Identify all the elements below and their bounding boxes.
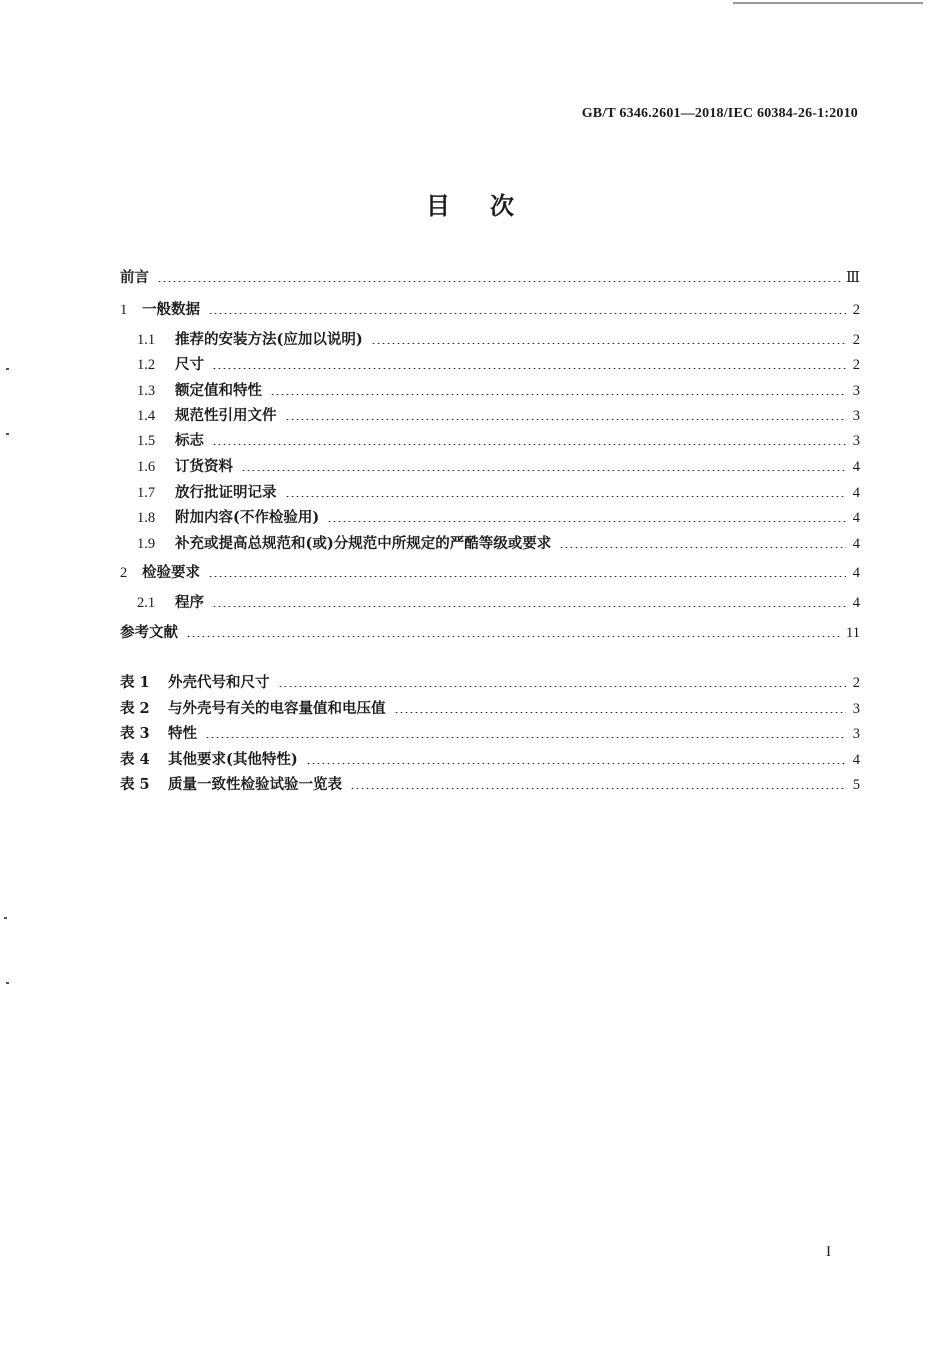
toc-item[interactable] (120, 353, 860, 373)
dot-leader (186, 623, 842, 638)
page-number: I (826, 1244, 831, 1260)
toc-section-number: 1.2 (137, 357, 156, 373)
scan-mark (6, 368, 9, 370)
table-title: 其他要求(其他特性) (168, 751, 298, 768)
dot-leader (285, 483, 847, 498)
dot-leader (241, 457, 846, 472)
table-list-item[interactable] (120, 722, 860, 742)
toc-page-number: 4 (852, 565, 860, 581)
toc-section-number: 1.6 (137, 459, 156, 475)
dot-leader (212, 355, 846, 370)
toc-item[interactable] (120, 506, 860, 526)
scan-mark (4, 917, 7, 919)
toc-page-number: 4 (852, 536, 860, 552)
toc-section-number: 1.5 (137, 433, 156, 449)
table-list-item[interactable] (120, 671, 860, 691)
table-title: 外壳代号和尺寸 (168, 674, 270, 691)
dot-leader (285, 406, 847, 421)
toc-page-number: 2 (852, 675, 860, 691)
table-title: 特性 (168, 725, 197, 742)
dot-leader (205, 724, 846, 739)
scan-mark (6, 433, 9, 435)
table-number: 表 3 (120, 725, 150, 742)
toc-section-number: 1.7 (137, 485, 156, 501)
toc-page-number: 4 (852, 752, 860, 768)
dot-leader (212, 431, 846, 446)
toc-section-title: 参考文献 (120, 624, 178, 641)
toc-section-title: 规范性引用文件 (175, 407, 277, 424)
toc-page-number: 2 (852, 332, 860, 348)
toc-page-number: Ⅲ (846, 270, 860, 286)
dot-leader (270, 381, 846, 396)
toc-section-number: 2.1 (137, 595, 156, 611)
dot-leader (394, 699, 847, 714)
toc-section-number: 1.3 (137, 383, 156, 399)
scan-mark (6, 982, 9, 984)
toc-section-title: 附加内容(不作检验用) (175, 509, 320, 526)
toc-item[interactable] (120, 455, 860, 475)
toc-section-title: 程序 (175, 594, 204, 611)
toc-item[interactable] (120, 561, 860, 581)
toc-item[interactable] (120, 298, 860, 318)
table-number: 表 2 (120, 700, 150, 717)
toc-section-title: 放行批证明记录 (175, 484, 277, 501)
toc-item[interactable] (120, 591, 860, 611)
table-number: 表 4 (120, 751, 150, 768)
toc-section-number: 1 (120, 302, 128, 318)
toc-item[interactable] (120, 379, 860, 399)
dot-leader (212, 593, 846, 608)
toc-page-number: 3 (852, 433, 860, 449)
toc-page-number: 3 (852, 408, 860, 424)
table-number: 表 5 (120, 776, 150, 793)
standard-code-header: GB/T 6346.2601—2018/IEC 60384-26-1:2010 (581, 106, 858, 121)
toc-page-number: 3 (852, 701, 860, 717)
scan-edge-line (733, 2, 923, 4)
toc-item[interactable] (120, 481, 860, 501)
toc-section-number: 1.8 (137, 510, 156, 526)
dot-leader (327, 508, 846, 523)
toc-page-number: 4 (852, 510, 860, 526)
table-list-item[interactable] (120, 748, 860, 768)
toc-page-number: 4 (852, 595, 860, 611)
toc-page-number: 4 (852, 459, 860, 475)
toc-item[interactable] (120, 621, 860, 641)
toc-section-title: 补充或提高总规范和(或)分规范中所规定的严酷等级或要求 (175, 535, 552, 552)
dot-leader (208, 300, 846, 315)
toc-section-title: 额定值和特性 (175, 382, 262, 399)
toc-page-number: 3 (852, 726, 860, 742)
toc-page-number: 2 (852, 357, 860, 373)
toc-page-number: 5 (852, 777, 860, 793)
dot-leader (278, 673, 847, 688)
toc-item[interactable] (120, 532, 860, 552)
toc-page-number: 2 (852, 302, 860, 318)
toc-section-number: 1.1 (137, 332, 156, 348)
toc-item[interactable] (120, 429, 860, 449)
toc-section-title: 检验要求 (142, 564, 200, 581)
table-title: 质量一致性检验试验一览表 (168, 776, 342, 793)
dot-leader (371, 330, 846, 345)
table-list-item[interactable] (120, 773, 860, 793)
dot-leader (350, 775, 846, 790)
table-title: 与外壳号有关的电容量值和电压值 (168, 700, 386, 717)
toc-section-title: 标志 (175, 432, 204, 449)
page-title: 目次 (426, 191, 554, 220)
dot-leader (157, 268, 842, 283)
toc-item[interactable] (120, 404, 860, 424)
dot-leader (306, 750, 846, 765)
toc-page-number: 11 (846, 625, 860, 641)
toc-item[interactable] (120, 328, 860, 348)
table-number: 表 1 (120, 674, 150, 691)
toc-section-title: 尺寸 (175, 356, 204, 373)
toc-section-title: 一般数据 (142, 301, 200, 318)
toc-section-title: 订货资料 (175, 458, 233, 475)
toc-section-number: 2 (120, 565, 128, 581)
table-list-item[interactable] (120, 697, 860, 717)
toc-page-number: 3 (852, 383, 860, 399)
toc-section-title: 前言 (120, 269, 149, 286)
toc-section-number: 1.9 (137, 536, 156, 552)
toc-item[interactable] (120, 266, 860, 286)
dot-leader (208, 563, 846, 578)
dot-leader (559, 534, 846, 549)
toc-page-number: 4 (852, 485, 860, 501)
toc-section-number: 1.4 (137, 408, 156, 424)
toc-section-title: 推荐的安装方法(应加以说明) (175, 331, 363, 348)
